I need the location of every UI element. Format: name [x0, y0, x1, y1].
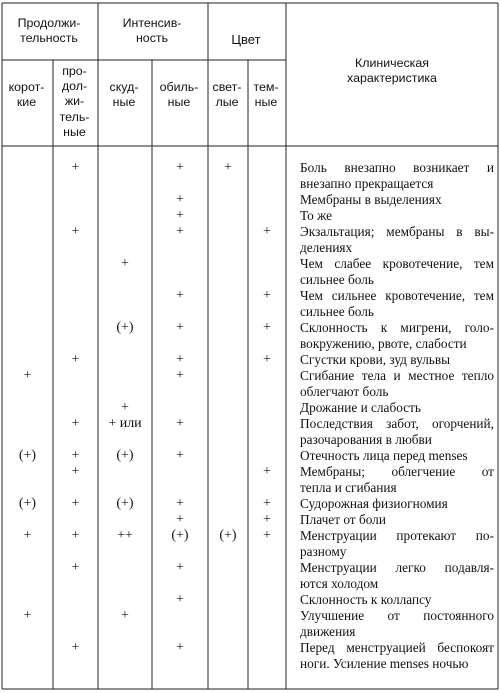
row-mark: +	[121, 400, 129, 415]
row-description	[300, 560, 494, 592]
description-line: Сгустки крови, зуд вульвы	[300, 352, 451, 367]
description-line: внезапно прекращается	[300, 176, 434, 192]
description-line: ются холодом	[300, 576, 379, 592]
description-line: разочарования в любви	[300, 432, 432, 448]
row-description	[300, 256, 494, 288]
row-description	[300, 640, 494, 672]
subheader-light: свет- лые	[212, 80, 242, 110]
row-mark: +	[23, 608, 32, 623]
row-mark: +	[71, 224, 80, 239]
row-mark: +	[263, 512, 271, 527]
row-mark: (+)	[18, 448, 37, 463]
row-description	[300, 496, 494, 512]
description-line: Чем сильнее кровотечение, тем	[300, 288, 494, 303]
row-description	[300, 160, 494, 192]
row-mark: +	[176, 208, 184, 223]
description-line: тепла и сгибания	[300, 480, 397, 496]
row-mark: +	[121, 608, 129, 623]
row-mark: +	[176, 352, 184, 367]
row-description	[300, 512, 494, 528]
row-mark: +	[176, 560, 184, 575]
description-line: Экзальтация; мембраны в вы-	[300, 224, 494, 239]
description-line: разному	[300, 544, 347, 560]
row-mark: +	[71, 352, 80, 367]
description-line: То же	[300, 208, 333, 223]
description-line: Боль внезапно возникает и	[300, 160, 494, 175]
row-mark: +	[263, 320, 271, 335]
row-description	[300, 400, 494, 416]
description-line: движения	[300, 624, 356, 640]
row-mark: +	[263, 352, 271, 367]
row-description	[300, 368, 494, 400]
row-mark: +	[23, 368, 32, 383]
header-clinical: Клиническая характеристика	[347, 56, 437, 86]
row-mark: +	[176, 192, 184, 207]
row-description	[300, 528, 494, 560]
description-line: Мембраны в выделениях	[300, 192, 442, 207]
row-mark: +	[71, 160, 80, 175]
row-mark: +	[71, 496, 80, 511]
description-line: Улучшение от постоянного	[300, 608, 494, 623]
row-description	[300, 192, 494, 208]
description-line: Последствия забот, огорчений,	[300, 416, 494, 431]
header-duration: Продолжи- тельность	[17, 16, 81, 46]
row-mark: +	[121, 256, 129, 271]
row-description	[300, 608, 494, 640]
row-description	[300, 320, 494, 352]
description-line: Склонность к мигрени, голо-	[300, 320, 494, 335]
header-intensity: Интенсив- ность	[122, 16, 182, 46]
description-line: Отечность лица перед menses	[300, 448, 468, 463]
row-mark: +	[263, 464, 271, 479]
subheader-dark: тем- ные	[253, 80, 279, 110]
row-mark: +	[71, 640, 80, 655]
description-line: Склонность к коллапсу	[300, 592, 432, 607]
row-description	[300, 464, 494, 496]
row-mark: +	[176, 288, 184, 303]
row-mark: +	[176, 160, 184, 175]
row-mark: +	[71, 416, 80, 431]
row-mark: (+)	[219, 528, 237, 543]
description-line: ноги. Усиление menses ночью	[300, 656, 469, 672]
row-mark: +	[224, 160, 232, 175]
description-line: облегчают боль	[300, 384, 389, 400]
description-line: Сгибание тела и местное тепло	[300, 368, 494, 383]
subheader-profuse: обиль- ные	[159, 80, 199, 110]
description-line: Судорожная физиогномия	[300, 496, 448, 511]
description-line: Менструации легко подавля-	[300, 560, 494, 575]
row-mark: (+)	[116, 320, 134, 335]
row-mark: +	[71, 528, 80, 543]
row-mark: +	[263, 224, 271, 239]
row-mark: +	[176, 512, 184, 527]
description-line: делениях	[300, 240, 353, 256]
row-mark: +	[176, 592, 184, 607]
row-mark: +	[263, 496, 271, 511]
row-mark: +	[176, 448, 184, 463]
row-mark: ++	[117, 528, 133, 543]
row-mark: +	[176, 496, 184, 511]
row-mark: + или	[108, 416, 142, 431]
subheader-short: корот- кие	[8, 80, 45, 110]
row-mark: +	[71, 464, 80, 479]
row-description	[300, 592, 494, 608]
subheader-long: про- дол- жи- тель- ные	[59, 64, 90, 139]
description-line: Чем слабее кровотечение, тем	[300, 256, 494, 271]
row-description	[300, 288, 494, 320]
description-line: сильнее боль	[300, 304, 374, 320]
description-line: Мембраны; облегчение от	[300, 464, 494, 479]
description-line: Менструации протекают по-	[300, 528, 494, 543]
description-line: Плачет от боли	[300, 512, 386, 527]
row-mark: +	[263, 528, 271, 543]
row-description	[300, 208, 494, 224]
row-mark: +	[176, 224, 184, 239]
row-mark: +	[176, 320, 184, 335]
row-mark: +	[71, 560, 80, 575]
description-line: Перед менструацией беспокоят	[300, 640, 494, 655]
row-mark: (+)	[116, 496, 134, 511]
row-mark: +	[176, 368, 184, 383]
description-line: Дрожание и слабость	[300, 400, 421, 415]
row-mark: +	[176, 640, 184, 655]
header-color: Цвет	[231, 32, 261, 47]
row-description	[300, 416, 494, 448]
row-mark: +	[176, 416, 184, 431]
row-description	[300, 224, 494, 256]
row-mark: (+)	[18, 496, 37, 511]
subheader-scanty: скуд- ные	[109, 80, 139, 110]
description-line: вокружению, рвоте, слабости	[300, 336, 467, 352]
row-mark: +	[23, 528, 32, 543]
row-description	[300, 352, 494, 368]
row-mark: +	[263, 288, 271, 303]
row-mark: (+)	[171, 528, 189, 543]
row-description	[300, 448, 494, 464]
row-mark: +	[71, 448, 80, 463]
row-mark: (+)	[116, 448, 134, 463]
description-line: сильнее боль	[300, 272, 374, 288]
